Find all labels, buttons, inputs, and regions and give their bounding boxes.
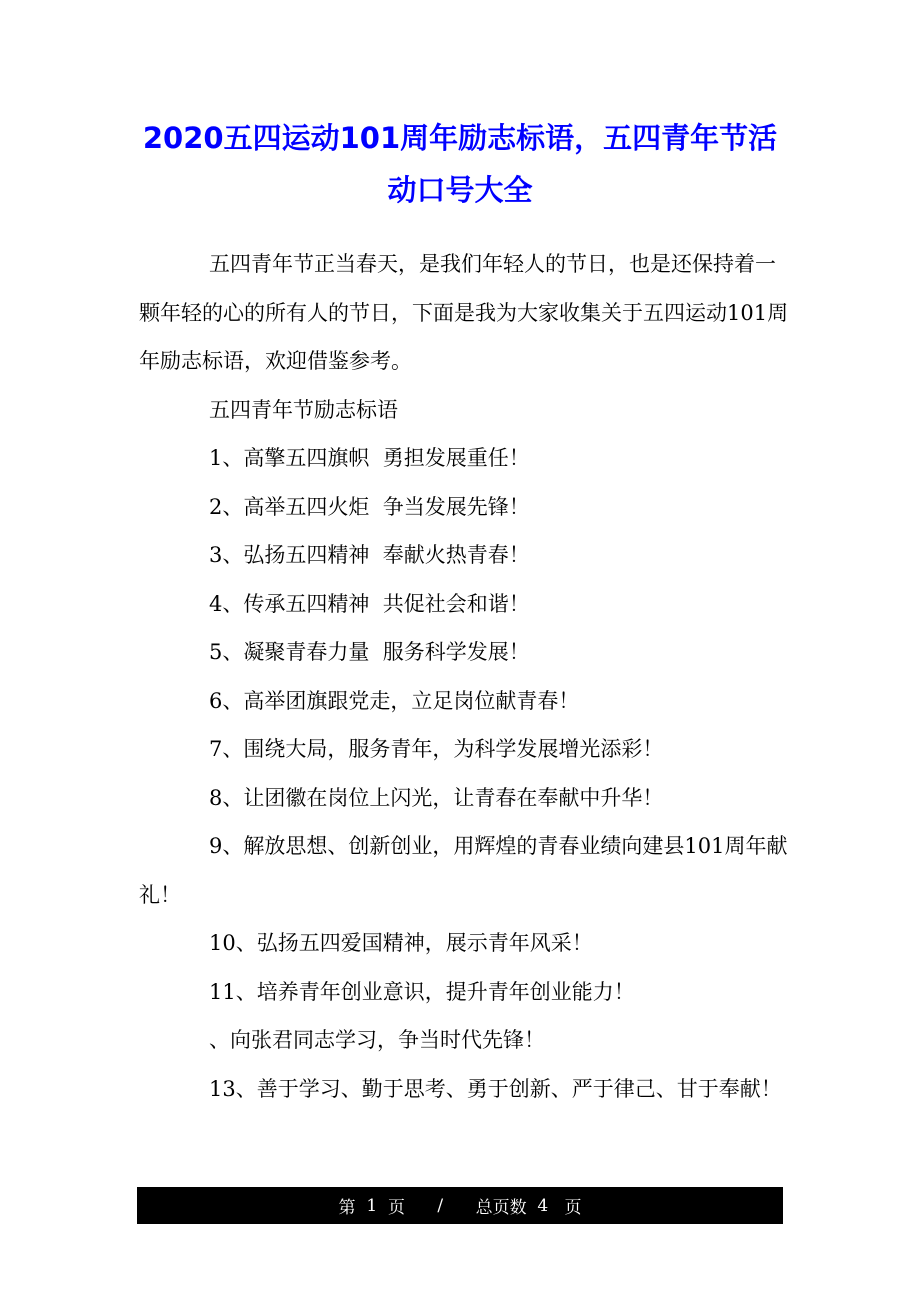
slogan-item: 、向张君同志学习，争当时代先锋！ [209, 1028, 545, 1052]
slogan-item: 11、培养青年创业意识，提升青年创业能力！ [209, 979, 635, 1004]
slogan-item: 5、凝聚青春力量 服务科学发展！ [209, 640, 530, 664]
slogan-item: 7、围绕大局，服务青年，为科学发展增光添彩！ [209, 737, 664, 761]
total-label: 总页数 [475, 1198, 527, 1218]
slogan-item: 8、让团徽在岗位上闪光，让青春在奉献中升华！ [209, 785, 664, 810]
slogan-item: 3、弘扬五四精神 奉献火热青春！ [209, 543, 530, 567]
total-pages: 4 [537, 1195, 549, 1216]
slogan-item: 9、解放思想、创新创业，用辉煌的青春业绩向建县101周年献礼！ [139, 834, 788, 907]
document-title: 2020五四运动101周年励志标语，五四青年节活动口号大全 [142, 121, 778, 207]
slogan-item: 4、传承五四精神 共促社会和谐！ [209, 591, 530, 616]
document-body [139, 240, 791, 1113]
section-heading: 五四青年节励志标语 [209, 397, 398, 422]
page-separator: / [437, 1195, 444, 1216]
page-label: 第 [338, 1198, 356, 1218]
page-footer [137, 1187, 783, 1224]
intro-paragraph: 五四青年节正当春天，是我们年轻人的节日，也是还保持着一颗年轻的心的所有人的节日，下面是我为大家收集关于五四运动101周年励志标语，欢迎借鉴参考。 [139, 252, 789, 373]
slogan-item: 6、高举团旗跟党走，立足岗位献青春！ [209, 688, 580, 713]
total-unit: 页 [564, 1198, 582, 1218]
slogan-item: 1、高擎五四旗帜 勇担发展重任！ [209, 446, 530, 470]
slogan-item: 13、善于学习、勤于思考、勇于创新、严于律己、甘于奉献！ [209, 1076, 782, 1101]
slogan-item: 2、高举五四火炬 争当发展先锋！ [209, 494, 530, 519]
slogan-item: 10、弘扬五四爱国精神，展示青年风采！ [209, 931, 593, 955]
page-unit: 页 [387, 1198, 405, 1218]
page-number: 1 [366, 1195, 378, 1216]
